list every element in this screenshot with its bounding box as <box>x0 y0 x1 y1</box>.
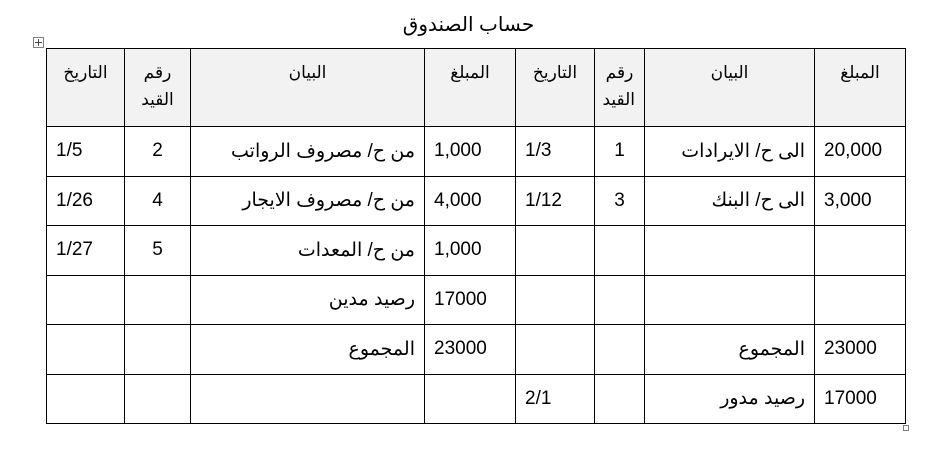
credit-description-cell: من ح/ مصروف الرواتب <box>191 127 425 177</box>
debit-date-cell <box>516 325 595 375</box>
page-title: حساب الصندوق <box>402 14 535 36</box>
table-row <box>47 325 906 375</box>
credit-description-cell <box>191 374 425 424</box>
debit-entry-cell: 3 <box>595 176 645 226</box>
credit-description-cell: رصيد مدين <box>191 275 425 325</box>
credit-description-cell: من ح/ مصروف الايجار <box>191 176 425 226</box>
debit-date-cell <box>516 226 595 276</box>
credit-description-cell: المجموع <box>191 325 425 375</box>
header-entry-number-left: رقم القيد <box>125 49 191 127</box>
credit-entry-cell <box>125 325 191 375</box>
table-move-handle-icon[interactable] <box>33 37 44 48</box>
credit-amount-cell: 23000 <box>425 325 516 375</box>
credit-date-cell <box>47 325 125 375</box>
cash-account-table <box>46 48 906 424</box>
credit-entry-cell <box>125 374 191 424</box>
debit-entry-cell <box>595 374 645 424</box>
table-row <box>47 176 906 226</box>
header-entry-number-right: رقم القيد <box>595 49 645 127</box>
credit-date-cell: 1/5 <box>47 127 125 177</box>
table-row <box>47 127 906 177</box>
credit-amount-cell: 1,000 <box>425 127 516 177</box>
credit-amount-cell: 1,000 <box>425 226 516 276</box>
header-date-right: التاريخ <box>516 49 595 127</box>
credit-date-cell <box>47 275 125 325</box>
credit-date-cell: 1/27 <box>47 226 125 276</box>
debit-description-cell: الى ح/ البنك <box>645 176 815 226</box>
credit-amount-cell: 17000 <box>425 275 516 325</box>
debit-amount-cell: 17000 <box>815 374 906 424</box>
credit-entry-cell <box>125 275 191 325</box>
credit-entry-cell: 2 <box>125 127 191 177</box>
credit-amount-cell: 4,000 <box>425 176 516 226</box>
credit-description-cell: من ح/ المعدات <box>191 226 425 276</box>
header-description-left: البيان <box>191 49 425 127</box>
header-description-right: البيان <box>645 49 815 127</box>
debit-entry-cell <box>595 275 645 325</box>
debit-amount-cell: 3,000 <box>815 176 906 226</box>
debit-entry-cell <box>595 226 645 276</box>
table-header-row <box>47 49 906 127</box>
debit-description-cell <box>645 275 815 325</box>
credit-date-cell <box>47 374 125 424</box>
debit-date-cell: 1/12 <box>516 176 595 226</box>
credit-entry-cell: 5 <box>125 226 191 276</box>
credit-date-cell: 1/26 <box>47 176 125 226</box>
debit-amount-cell <box>815 226 906 276</box>
debit-amount-cell: 23000 <box>815 325 906 375</box>
debit-description-cell: المجموع <box>645 325 815 375</box>
table-row <box>47 275 906 325</box>
table-row <box>47 374 906 424</box>
debit-description-cell: رصيد مدور <box>645 374 815 424</box>
credit-amount-cell <box>425 374 516 424</box>
debit-date-cell: 1/3 <box>516 127 595 177</box>
debit-amount-cell <box>815 275 906 325</box>
debit-description-cell: الى ح/ الايرادات <box>645 127 815 177</box>
table-resize-handle-icon[interactable] <box>903 425 909 431</box>
debit-description-cell <box>645 226 815 276</box>
header-date-left: التاريخ <box>47 49 125 127</box>
table-row <box>47 226 906 276</box>
debit-entry-cell <box>595 325 645 375</box>
credit-entry-cell: 4 <box>125 176 191 226</box>
debit-entry-cell: 1 <box>595 127 645 177</box>
header-amount-left: المبلغ <box>425 49 516 127</box>
debit-amount-cell: 20,000 <box>815 127 906 177</box>
debit-date-cell <box>516 275 595 325</box>
debit-date-cell: 2/1 <box>516 374 595 424</box>
header-amount-right: المبلغ <box>815 49 906 127</box>
